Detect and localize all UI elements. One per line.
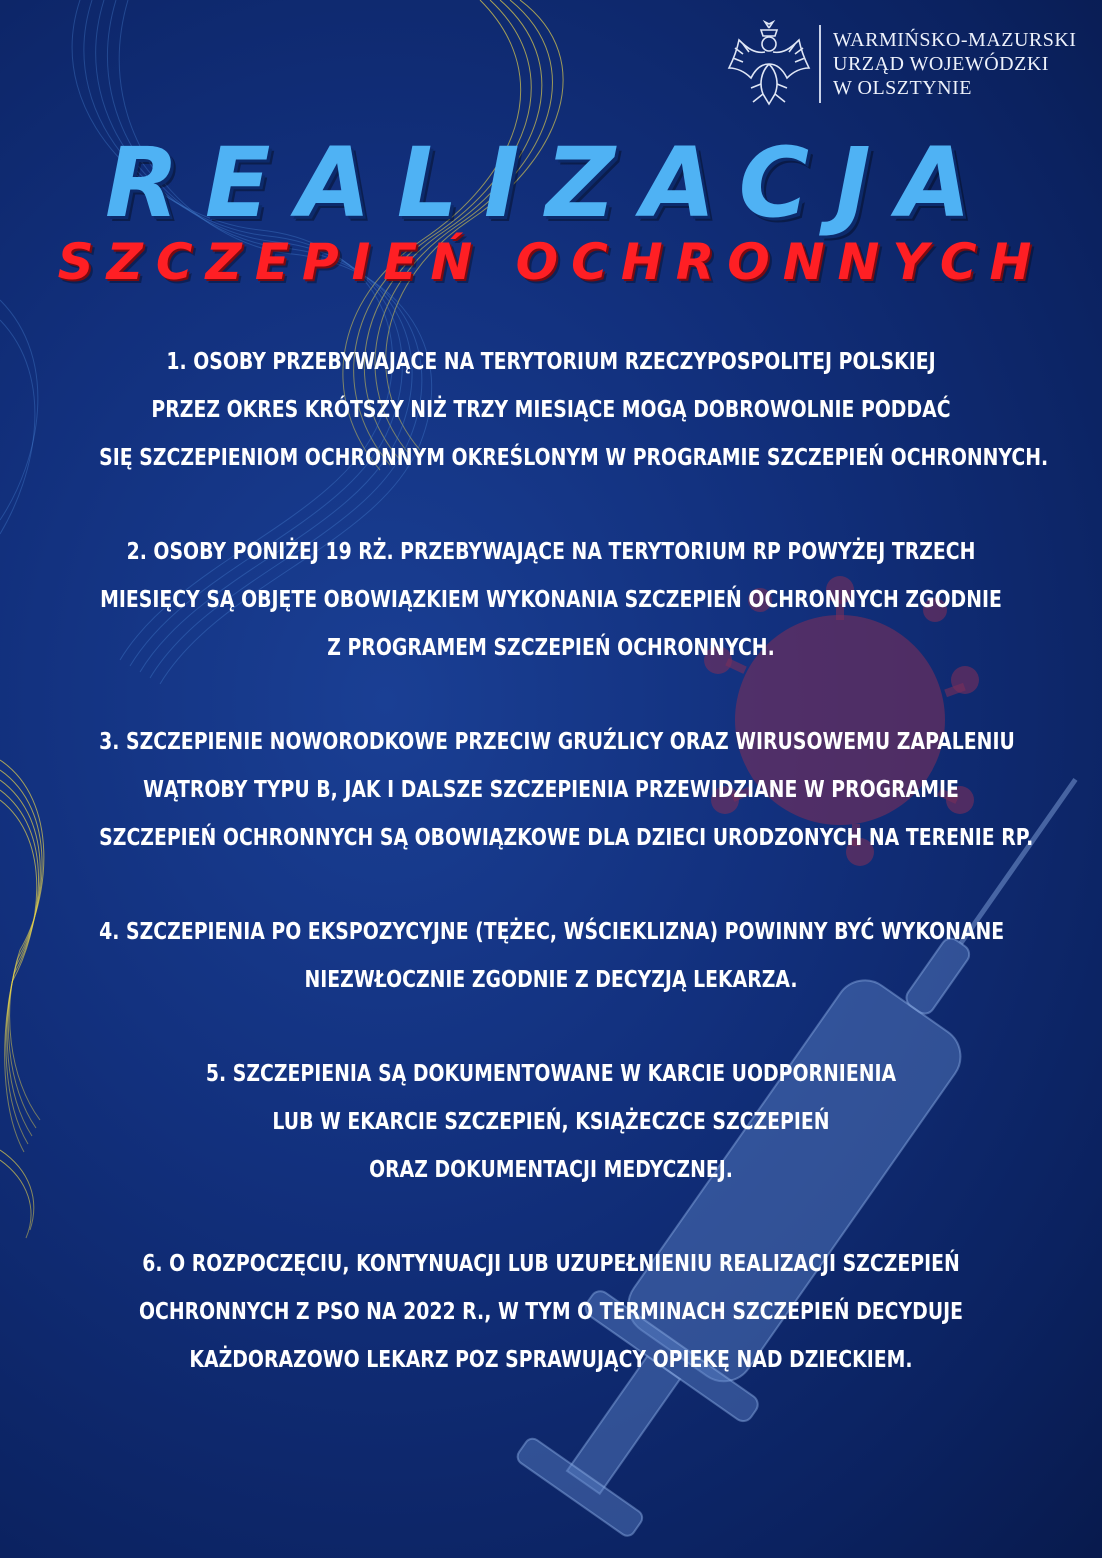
rule-item-5 [99, 1050, 1003, 1194]
rule-line: 2. OSOBY PONIŻEJ 19 RŻ. PRZEBYWAJĄCE NA TERYTORIUM RP POWYŻEJ TRZECH [126, 539, 976, 565]
rule-item-1 [99, 338, 1049, 482]
office-logo [725, 18, 1085, 110]
rules-list [0, 338, 1102, 1430]
rule-line: NIEZWŁOCZNIE ZGODNIE Z DECYZJĄ LEKARZA. [304, 967, 798, 993]
rule-line: KAŻDORAZOWO LEKARZ POZ SPRAWUJĄCY OPIEKĘ NAD DZIECKIEM. [189, 1347, 913, 1373]
rule-line: ORAZ DOKUMENTACJI MEDYCZNEJ. [369, 1157, 733, 1183]
rule-line: 6. O ROZPOCZĘCIU, KONTYNUACJI LUB UZUPEŁNIENIU REALIZACJI SZCZEPIEŃ [142, 1251, 960, 1277]
rule-item-3 [99, 718, 1034, 862]
office-name-line1: WARMIŃSKO-MAZURSKI [833, 29, 1077, 51]
rule-item-2 [99, 528, 1003, 672]
rule-line: 1. OSOBY PRZEBYWAJĄCE NA TERYTORIUM RZECZYPOSPOLITEJ POLSKIEJ [166, 349, 936, 375]
rule-line: WĄTROBY TYPU B, JAK I DALSZE SZCZEPIENIA PRZEWIDZIANE W PROGRAMIE [143, 777, 959, 803]
page-subtitle: SZCZEPIEŃ OCHRONNYCH [57, 233, 1045, 291]
rule-line: 3. SZCZEPIENIE NOWORODKOWE PRZECIW GRUŹLICY ORAZ WIRUSOWEMU ZAPALENIU [99, 729, 1015, 755]
page-title: REALIZACJA [104, 127, 998, 239]
logo-divider [819, 25, 821, 103]
rule-line: 5. SZCZEPIENIA SĄ DOKUMENTOWANE W KARCIE UODPORNIENIA [205, 1061, 897, 1087]
rule-line: SZCZEPIEŃ OCHRONNYCH SĄ OBOWIĄZKOWE DLA DZIECI URODZONYCH NA TERENIE RP. [99, 825, 1034, 851]
eagle-emblem-icon [725, 18, 813, 110]
rule-line: PRZEZ OKRES KRÓTSZY NIŻ TRZY MIESIĄCE MOGĄ DOBROWOLNIE PODDAĆ [151, 397, 951, 423]
rule-line: 4. SZCZEPIENIA PO EKSPOZYCYJNE (TĘŻEC, WŚCIEKLIZNA) POWINNY BYĆ WYKONANE [99, 919, 1005, 945]
rule-line: MIESIĘCY SĄ OBJĘTE OBOWIĄZKIEM WYKONANIA SZCZEPIEŃ OCHRONNYCH ZGODNIE [100, 587, 1002, 613]
rule-item-4 [99, 908, 1003, 1004]
rule-line: LUB W EKARCIE SZCZEPIEŃ, KSIĄŻECZCE SZCZEPIEŃ [272, 1109, 830, 1135]
office-name [833, 28, 1076, 100]
rule-item-6 [99, 1240, 1003, 1384]
office-name-line2: URZĄD WOJEWÓDZKI [833, 53, 1049, 75]
office-name-line3: W OLSZTYNIE [833, 77, 972, 99]
rule-line: Z PROGRAMEM SZCZEPIEŃ OCHRONNYCH. [327, 635, 775, 661]
rule-line: OCHRONNYCH Z PSO NA 2022 R., W TYM O TERMINACH SZCZEPIEŃ DECYDUJE [138, 1299, 964, 1325]
rule-line: SIĘ SZCZEPIENIOM OCHRONNYM OKREŚLONYM W PROGRAMIE SZCZEPIEŃ OCHRONNYCH. [99, 445, 1049, 471]
